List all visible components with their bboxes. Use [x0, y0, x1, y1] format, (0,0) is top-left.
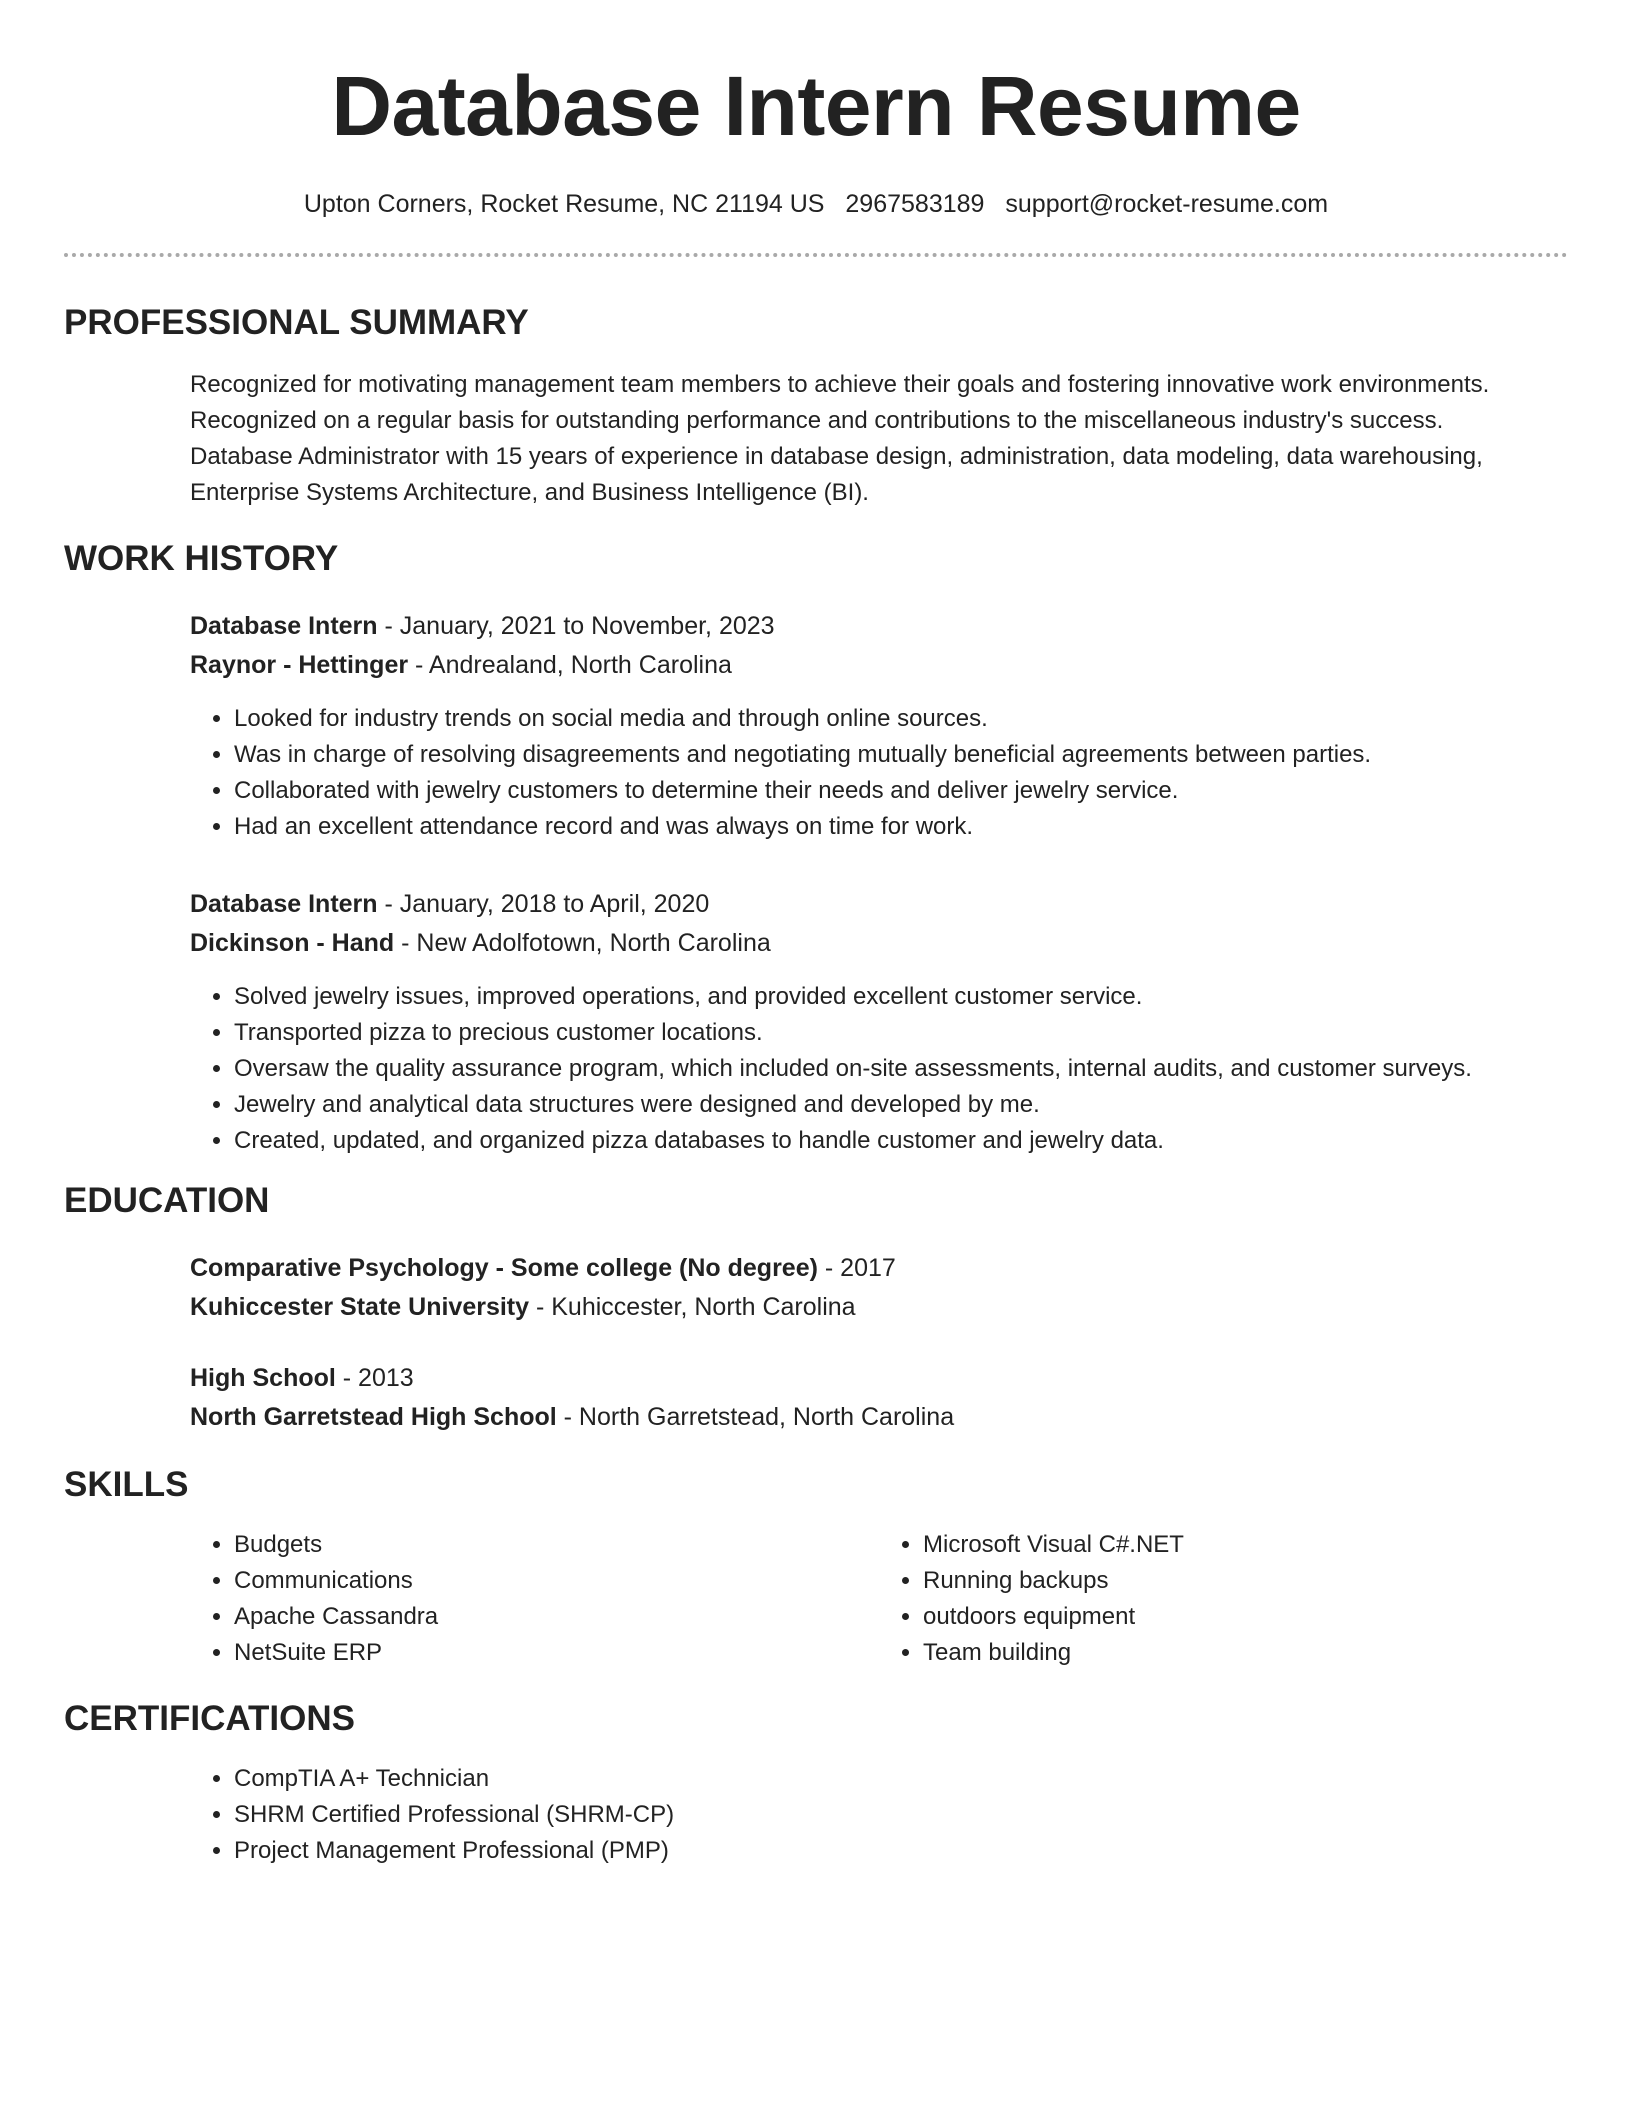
job-bullet: • Transported pizza to precious customer locations. — [234, 1015, 1568, 1051]
education-school-line — [190, 1288, 1568, 1327]
job-bullet: • Was in charge of resolving disagreements and negotiating mutually beneficial agreements between parties. — [234, 737, 1568, 773]
skill-item: • NetSuite ERP — [234, 1635, 879, 1671]
education-year: - 2013 — [335, 1364, 414, 1392]
job-bullet: • Solved jewelry issues, improved operations, and provided excellent customer service. — [234, 979, 1568, 1015]
education-degree: Comparative Psychology - Some college (No degree) — [190, 1254, 818, 1282]
education-school: North Garretstead High School — [190, 1403, 557, 1431]
summary-line: Database Administrator with 15 years of experience in database design, administration, data modeling, data warehousing, — [190, 443, 1483, 470]
section-title-certifications: CERTIFICATIONS — [64, 1699, 356, 1738]
education-school: Kuhiccester State University — [190, 1293, 530, 1321]
job-company-line — [190, 646, 1568, 685]
job-bullet: • Created, updated, and organized pizza databases to handle customer and jewelry data. — [234, 1123, 1568, 1159]
job-location: - New Adolfotown, North Carolina — [394, 929, 771, 957]
summary-line: Recognized for motivating management team members to achieve their goals and fostering innovative work environments. — [190, 371, 1490, 398]
job-role-line — [190, 607, 1568, 646]
certification-item: • SHRM Certified Professional (SHRM-CP) — [234, 1797, 1568, 1833]
education-degree-line — [190, 1359, 1568, 1398]
education-entry — [190, 1359, 1568, 1437]
contact-address: Upton Corners, Rocket Resume, NC 21194 US — [303, 190, 825, 218]
education-year: - 2017 — [817, 1254, 896, 1282]
education-degree: High School — [190, 1364, 336, 1392]
job-company: Dickinson - Hand — [190, 929, 395, 957]
contact-line — [64, 188, 1568, 220]
section-title-education: EDUCATION — [64, 1181, 270, 1220]
certification-item: • Project Management Professional (PMP) — [234, 1833, 1568, 1869]
job-bullet: • Looked for industry trends on social media and through online sources. — [234, 701, 1568, 737]
certifications-body — [190, 1761, 1568, 1869]
section-title-summary: PROFESSIONAL SUMMARY — [64, 303, 529, 342]
skill-item: • Team building — [923, 1635, 1568, 1671]
skill-item: • Microsoft Visual C#.NET — [923, 1527, 1568, 1563]
job-dates: - January, 2021 to November, 2023 — [377, 612, 775, 640]
contact-email: support@rocket-resume.com — [1005, 190, 1329, 218]
section-title-work-history: WORK HISTORY — [64, 539, 339, 578]
contact-phone: 2967583189 — [845, 190, 985, 218]
section-title-skills: SKILLS — [64, 1465, 189, 1504]
job-bullets — [190, 979, 1568, 1159]
certification-item: • CompTIA A+ Technician — [234, 1761, 1568, 1797]
job-role: Database Intern — [190, 612, 378, 640]
job-company: Raynor - Hettinger — [190, 651, 409, 679]
job-entry — [190, 885, 1568, 1159]
education-school-line — [190, 1398, 1568, 1437]
skill-item: • Running backups — [923, 1563, 1568, 1599]
job-bullet: • Jewelry and analytical data structures were designed and developed by me. — [234, 1087, 1568, 1123]
education-entry — [190, 1249, 1568, 1327]
skills-grid — [190, 1527, 1568, 1671]
job-bullet: • Had an excellent attendance record and was always on time for work. — [234, 809, 1568, 845]
skill-item: • Apache Cassandra — [234, 1599, 879, 1635]
job-role-line — [190, 885, 1568, 924]
education-degree-line — [190, 1249, 1568, 1288]
education-location: - Kuhiccester, North Carolina — [529, 1293, 856, 1321]
education-location: - North Garretstead, North Carolina — [556, 1403, 955, 1431]
job-bullets — [190, 701, 1568, 845]
skill-item: • Budgets — [234, 1527, 879, 1563]
job-role: Database Intern — [190, 890, 378, 918]
job-company-line — [190, 924, 1568, 963]
resume-title: Database Intern Resume — [331, 59, 1301, 153]
skill-item: • Communications — [234, 1563, 879, 1599]
job-bullet: • Oversaw the quality assurance program, which included on-site assessments, internal audits, and customer surveys. — [234, 1051, 1568, 1087]
summary-line: Recognized on a regular basis for outstanding performance and contributions to the miscellaneous industry's success. — [190, 407, 1444, 434]
job-location: - Andrealand, North Carolina — [408, 651, 732, 679]
summary-text — [190, 367, 1568, 511]
job-bullet: • Collaborated with jewelry customers to determine their needs and deliver jewelry service. — [234, 773, 1568, 809]
skills-column-right — [879, 1527, 1568, 1671]
job-entry — [190, 607, 1568, 845]
certifications-list — [190, 1761, 1568, 1869]
summary-line: Enterprise Systems Architecture, and Business Intelligence (BI). — [190, 479, 869, 506]
job-dates: - January, 2018 to April, 2020 — [377, 890, 710, 918]
header-divider — [64, 253, 1568, 257]
skill-item: • outdoors equipment — [923, 1599, 1568, 1635]
skills-column-left — [190, 1527, 879, 1671]
